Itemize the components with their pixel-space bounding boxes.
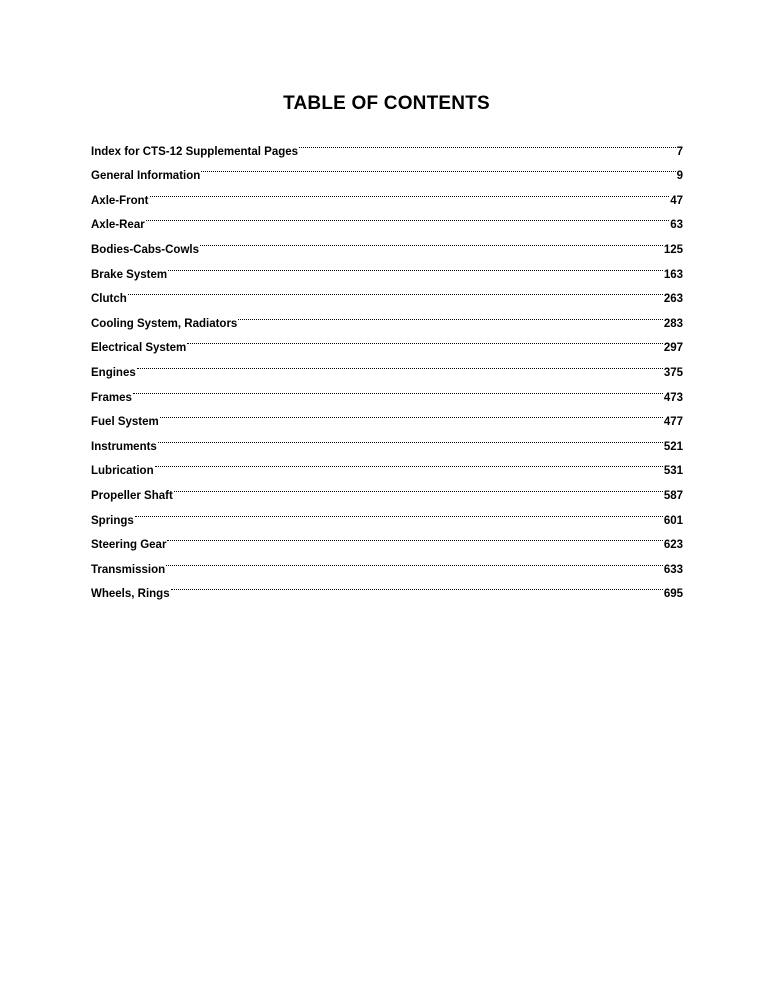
toc-entry-page-number: 47 — [670, 194, 683, 207]
dot-leader — [201, 155, 675, 180]
toc-entry-label: Axle-Front — [91, 194, 149, 207]
dot-leader — [150, 179, 670, 204]
toc-entry[interactable] — [91, 573, 683, 601]
toc-entry-page-number: 163 — [663, 268, 683, 281]
toc-entry-label: General Information — [91, 170, 201, 183]
toc-entry-label: Propeller Shaft — [91, 489, 173, 502]
dot-leader — [168, 253, 663, 278]
toc-entry-label: Clutch — [91, 293, 127, 306]
toc-entry[interactable] — [91, 351, 683, 379]
toc-entry[interactable] — [91, 253, 683, 281]
toc-entry-page-number: 633 — [663, 563, 683, 576]
dot-leader — [166, 548, 663, 573]
toc-entry-page-number: 283 — [663, 317, 683, 330]
dot-leader — [238, 302, 662, 327]
dot-leader — [158, 425, 663, 450]
toc-entry-label: Transmission — [91, 563, 166, 576]
dot-leader — [167, 524, 662, 549]
toc-entry[interactable] — [91, 425, 683, 453]
dot-leader — [146, 204, 670, 229]
dot-leader — [155, 450, 663, 475]
toc-entry[interactable] — [91, 179, 683, 207]
toc-entry-page-number: 7 — [676, 145, 683, 158]
toc-entry-page-number: 695 — [663, 588, 683, 601]
dot-leader — [174, 474, 663, 499]
toc-entry-label: Frames — [91, 391, 132, 404]
toc-entry[interactable] — [91, 130, 683, 158]
dot-leader — [133, 376, 663, 401]
toc-entry-label: Index for CTS-12 Supplemental Pages — [91, 145, 299, 158]
toc-entry-page-number: 9 — [676, 170, 683, 183]
toc-entry-page-number: 263 — [663, 293, 683, 306]
toc-entry-page-number: 125 — [663, 243, 683, 256]
page-title: TABLE OF CONTENTS — [283, 93, 490, 114]
toc-entry-label: Engines — [91, 366, 136, 379]
toc-entry-label: Steering Gear — [91, 539, 167, 552]
toc-entry-label: Fuel System — [91, 416, 159, 429]
toc-entry[interactable] — [91, 228, 683, 256]
toc-entry[interactable] — [91, 278, 683, 306]
toc-entry-page-number: 297 — [663, 342, 683, 355]
toc-entry-label: Electrical System — [91, 342, 187, 355]
toc-entry[interactable] — [91, 474, 683, 502]
toc-entry[interactable] — [91, 204, 683, 232]
dot-leader — [128, 278, 663, 303]
toc-entry[interactable] — [91, 302, 683, 330]
toc-entry-label: Springs — [91, 514, 134, 527]
dot-leader — [137, 351, 663, 376]
toc-entry[interactable] — [91, 450, 683, 478]
toc-entry-page-number: 623 — [663, 539, 683, 552]
toc-list — [91, 130, 683, 601]
dot-leader — [171, 573, 663, 598]
toc-entry[interactable] — [91, 548, 683, 576]
toc-entry-label: Bodies-Cabs-Cowls — [91, 243, 199, 256]
dot-leader — [160, 401, 663, 426]
toc-entry[interactable] — [91, 376, 683, 404]
toc-entry-page-number: 477 — [663, 416, 683, 429]
dot-leader — [200, 228, 663, 253]
toc-entry-label: Lubrication — [91, 465, 154, 478]
dot-leader — [187, 327, 663, 352]
toc-entry-page-number: 601 — [663, 514, 683, 527]
toc-entry[interactable] — [91, 401, 683, 429]
toc-entry-label: Wheels, Rings — [91, 588, 170, 601]
toc-entry-label: Brake System — [91, 268, 168, 281]
toc-entry-label: Cooling System, Radiators — [91, 317, 238, 330]
toc-entry-page-number: 375 — [663, 366, 683, 379]
toc-entry-label: Instruments — [91, 440, 157, 453]
toc-entry-page-number: 531 — [663, 465, 683, 478]
dot-leader — [135, 499, 663, 524]
toc-entry[interactable] — [91, 524, 683, 552]
toc-entry[interactable] — [91, 499, 683, 527]
toc-entry-page-number: 587 — [663, 489, 683, 502]
toc-entry-page-number: 521 — [663, 440, 683, 453]
toc-entry-label: Axle-Rear — [91, 219, 145, 232]
dot-leader — [299, 130, 676, 155]
toc-entry-page-number: 63 — [670, 219, 683, 232]
toc-entry-page-number: 473 — [663, 391, 683, 404]
